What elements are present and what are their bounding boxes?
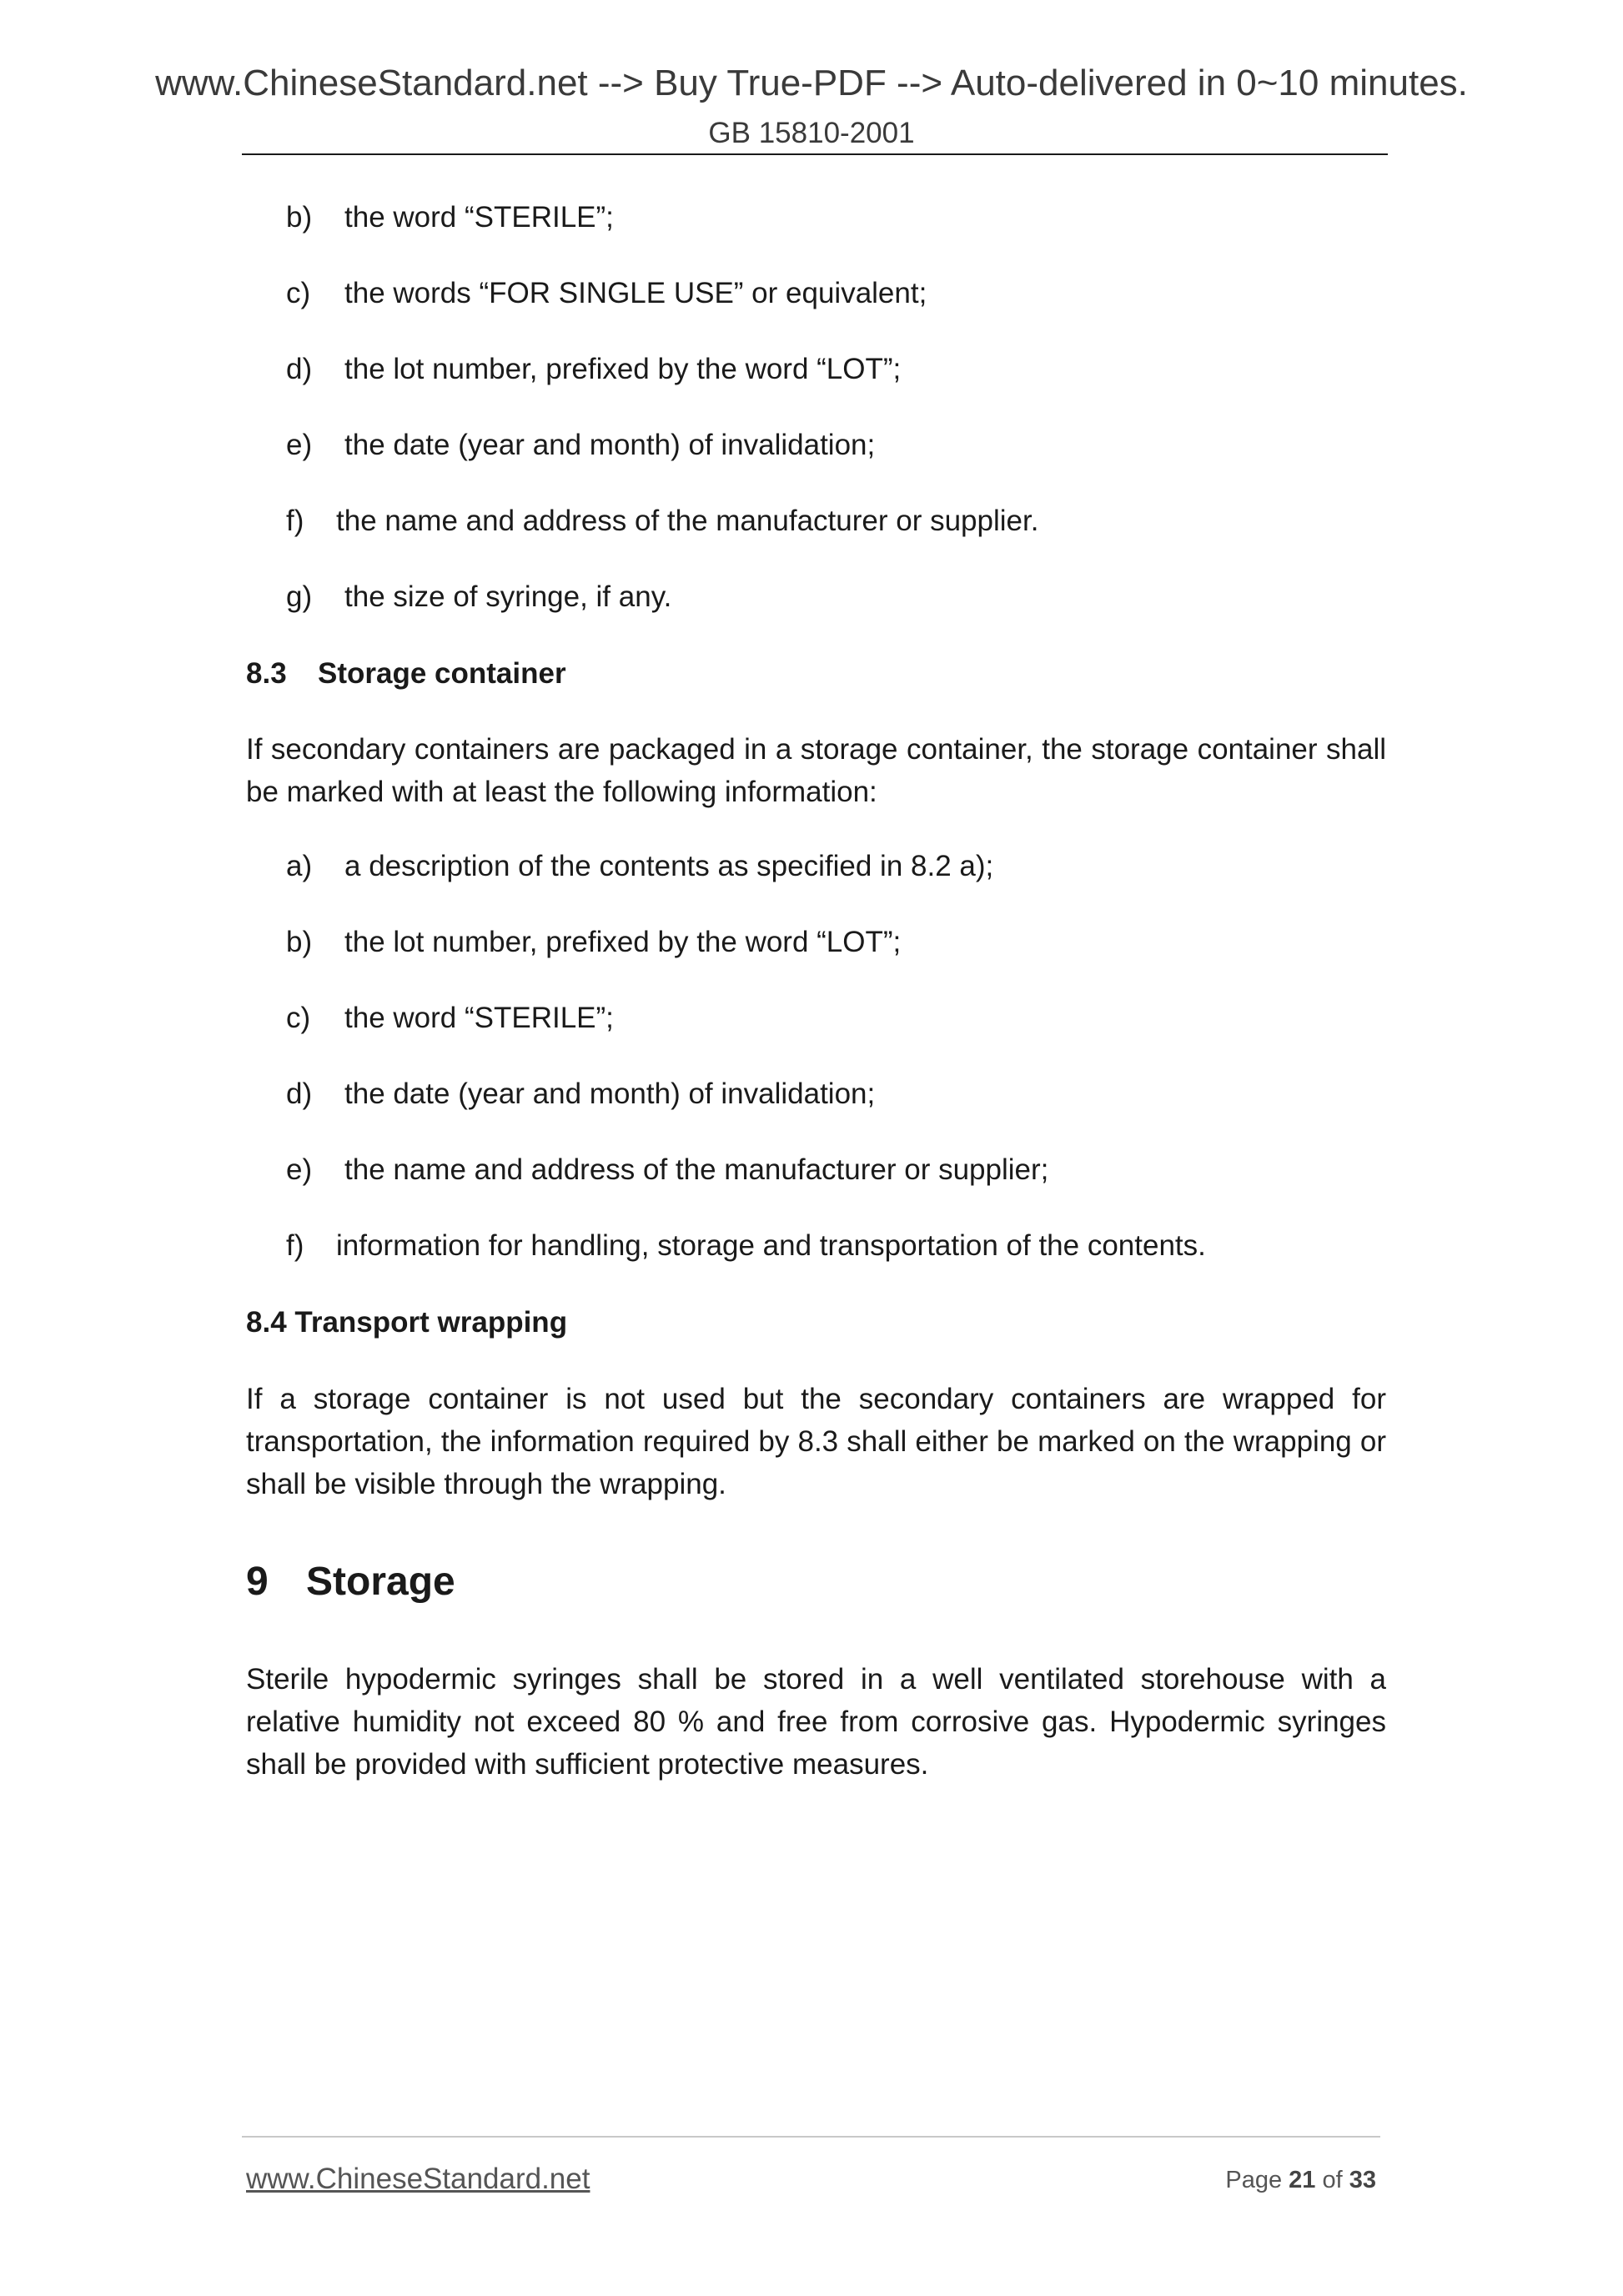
document-id: GB 15810-2001 <box>708 117 915 149</box>
list-text: the word “STERILE”; <box>344 201 614 234</box>
list-item <box>286 1001 614 1036</box>
section-heading-9 <box>246 1558 455 1606</box>
list-text: the name and address of the manufacturer or supplier; <box>344 1153 1049 1186</box>
list-text: the date (year and month) of invalidation; <box>344 1078 876 1110</box>
header-banner: www.ChineseStandard.net --> Buy True-PDF --> Auto-delivered in 0~10 minutes. <box>155 63 1468 103</box>
list-marker: a) <box>286 850 313 882</box>
page-current: 21 <box>1289 2167 1316 2193</box>
list-text: the size of syringe, if any. <box>344 580 672 613</box>
list-marker: e) <box>286 1153 313 1186</box>
section-8-4-body: If a storage container is not used but the secondary containers are wrapped for transportation, the information required by 8.3 shall either be marked on the wrapping or shall be visible through the wrapping. <box>246 1383 1386 1500</box>
list-marker: f) <box>286 505 304 537</box>
list-item <box>286 925 901 960</box>
section-9-body: Sterile hypodermic syringes shall be stored in a well ventilated storehouse with a relative humidity not exceed 80 % and free from corrosive gas. Hypodermic syringes shall be provided with sufficient protective measures. <box>246 1663 1386 1781</box>
list-text: a description of the contents as specified in 8.2 a); <box>344 850 994 882</box>
page-label: Page <box>1225 2167 1283 2193</box>
list-marker: d) <box>286 353 313 385</box>
list-item <box>286 580 671 615</box>
list-item <box>286 276 927 311</box>
section-heading-8-3 <box>246 656 566 691</box>
list-text: the date (year and month) of invalidation; <box>344 429 876 461</box>
list-text: the name and address of the manufacturer or supplier. <box>336 505 1039 537</box>
list-marker: b) <box>286 926 313 958</box>
list-item <box>286 352 901 387</box>
header-divider <box>242 153 1388 155</box>
list-marker: c) <box>286 277 311 309</box>
section-8-3-intro: If secondary containers are packaged in a storage container, the storage container shall be marked with at least the following information: <box>246 733 1386 808</box>
page-of: of <box>1322 2167 1343 2193</box>
section-title: Storage <box>306 1560 455 1604</box>
section-number: 8.3 <box>246 657 287 690</box>
list-text: information for handling, storage and transportation of the contents. <box>336 1229 1206 1262</box>
list-marker: e) <box>286 429 313 461</box>
section-title: Storage container <box>318 657 566 690</box>
section-number: 9 <box>246 1560 269 1604</box>
list-text: the words “FOR SINGLE USE” or equivalent; <box>344 277 927 309</box>
list-item <box>286 1228 1206 1264</box>
page-total: 33 <box>1349 2167 1376 2193</box>
footer-site-link[interactable]: www.ChineseStandard.net <box>246 2163 590 2195</box>
list-item <box>286 504 1038 539</box>
list-item <box>286 1077 875 1112</box>
list-item <box>286 849 993 884</box>
list-text: the lot number, prefixed by the word “LOT”; <box>344 353 902 385</box>
list-marker: c) <box>286 1002 311 1034</box>
list-marker: g) <box>286 580 313 613</box>
list-marker: b) <box>286 201 313 234</box>
section-heading-8-4: 8.4 Transport wrapping <box>246 1306 568 1339</box>
list-marker: d) <box>286 1078 313 1110</box>
page-indicator <box>1225 2166 1376 2195</box>
list-item <box>286 428 875 463</box>
footer-divider <box>242 2136 1380 2138</box>
list-item <box>286 1153 1048 1188</box>
list-text: the word “STERILE”; <box>344 1002 614 1034</box>
list-marker: f) <box>286 1229 304 1262</box>
list-text: the lot number, prefixed by the word “LOT”; <box>344 926 902 958</box>
list-item <box>286 200 614 235</box>
